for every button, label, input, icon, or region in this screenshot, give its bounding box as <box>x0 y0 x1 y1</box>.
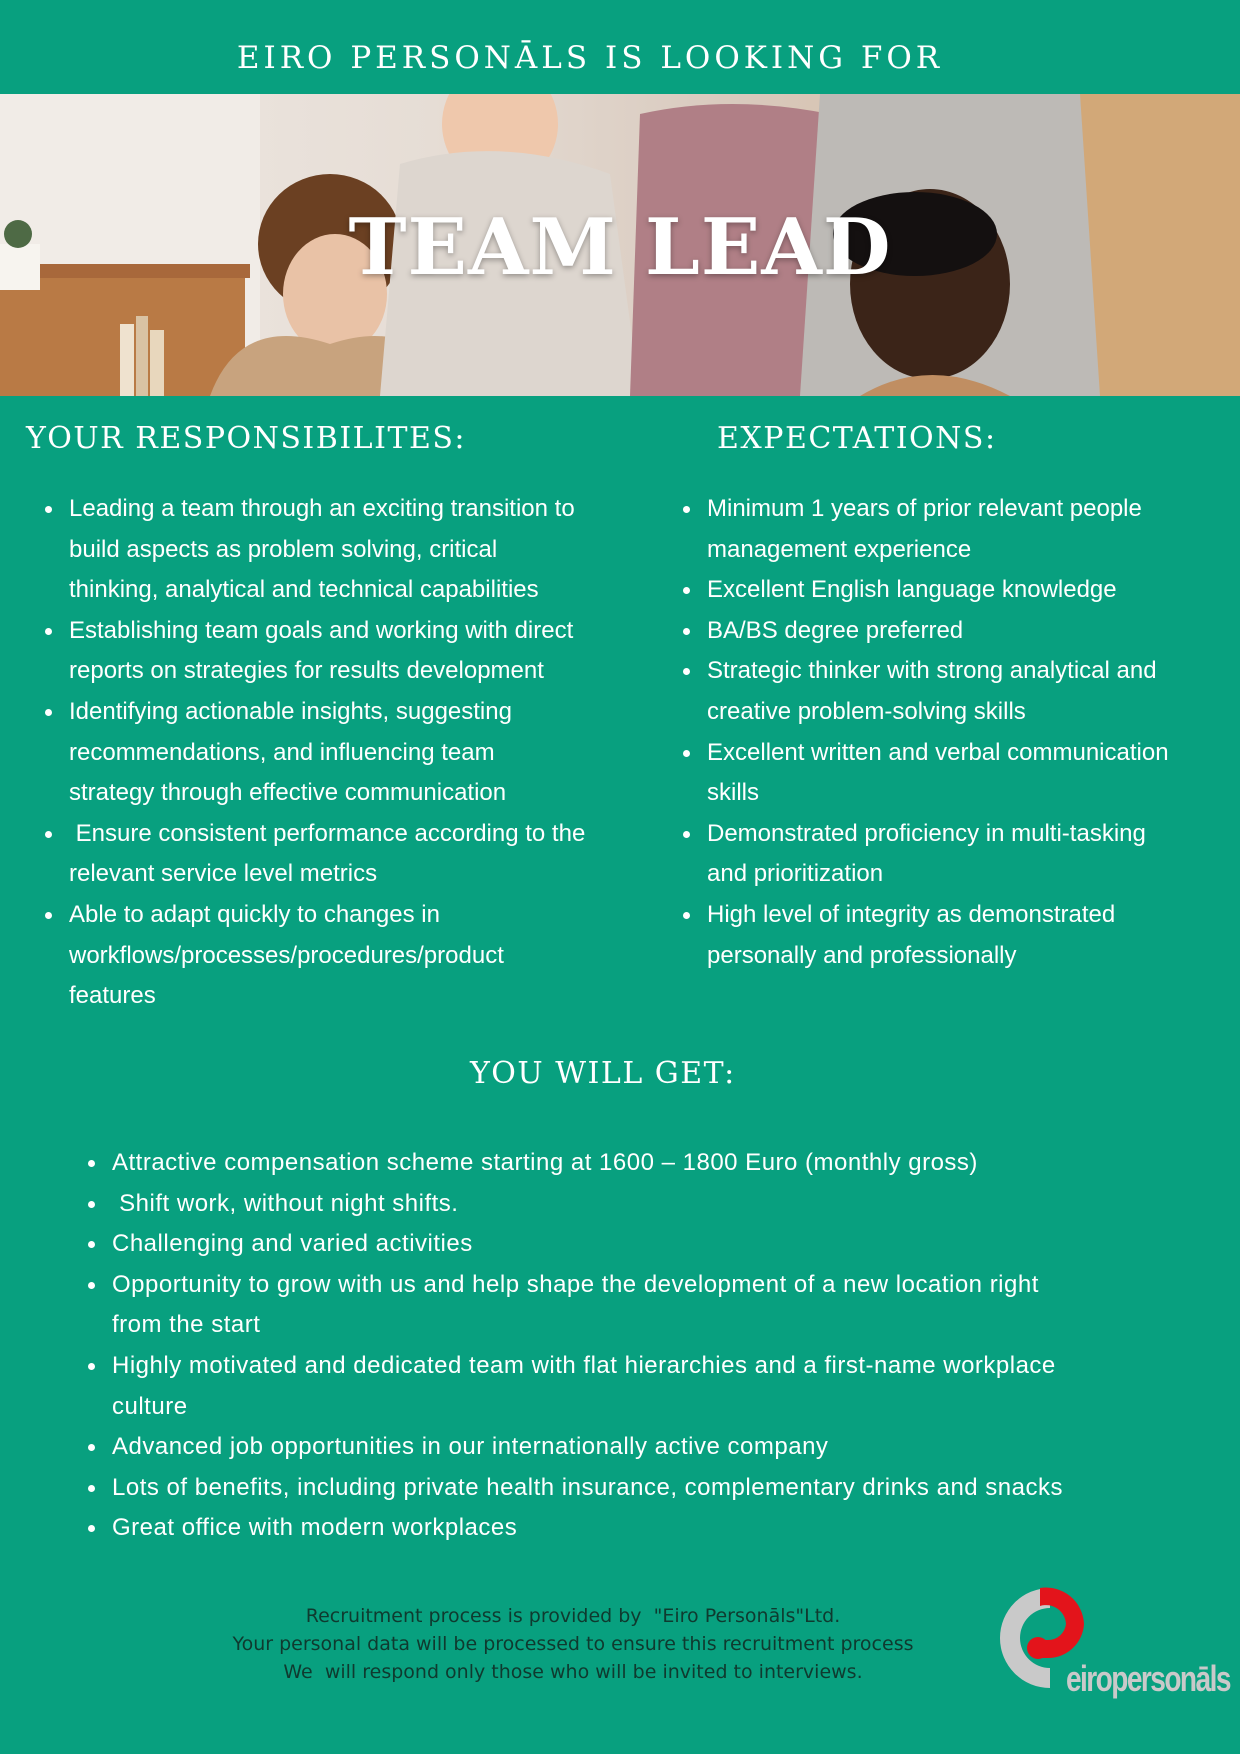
list-item: High level of integrity as demonstrated personally and professionally <box>679 895 1219 976</box>
expectations-list <box>679 489 1219 976</box>
list-item: Attractive compensation scheme starting at 1600 – 1800 Euro (monthly gross) <box>84 1143 1194 1184</box>
benefits-list <box>84 1143 1194 1549</box>
footer-line: Your personal data will be processed to ensure this recruitment process <box>232 1633 914 1655</box>
list-item: Identifying actionable insights, suggesting recommendations, and influencing team strategy through effective communication <box>41 692 641 814</box>
list-item: Shift work, without night shifts. <box>84 1184 1194 1225</box>
list-item: Ensure consistent performance according to the relevant service level metrics <box>41 814 641 895</box>
list-item: Great office with modern workplaces <box>84 1508 1194 1549</box>
footer-notice <box>200 1602 946 1686</box>
list-item: Challenging and varied activities <box>84 1224 1194 1265</box>
responsibilities-heading: YOUR RESPONSIBILITES: <box>26 421 467 456</box>
list-item: Strategic thinker with strong analytical and creative problem-solving skills <box>679 651 1219 732</box>
list-item: Demonstrated proficiency in multi-tasking and prioritization <box>679 814 1219 895</box>
list-item: BA/BS degree preferred <box>679 611 1219 652</box>
list-item: Lots of benefits, including private health insurance, complementary drinks and snacks <box>84 1468 1194 1509</box>
list-item: Excellent written and verbal communication skills <box>679 733 1219 814</box>
footer-line: We will respond only those who will be invited to interviews. <box>283 1661 863 1683</box>
hero-banner <box>0 94 1240 396</box>
list-item: Leading a team through an exciting transition to build aspects as problem solving, critical thinking, analytical and technical capabilities <box>41 489 641 611</box>
page-kicker: EIRO PERSONĀLS IS LOOKING FOR <box>236 40 944 76</box>
responsibilities-list <box>41 489 641 1017</box>
benefits-heading: YOU WILL GET: <box>470 1056 736 1091</box>
list-item: Minimum 1 years of prior relevant people management experience <box>679 489 1219 570</box>
logo-wordmark: eiropersonāls <box>1066 1658 1230 1699</box>
company-logo <box>998 1584 1230 1704</box>
list-item: Able to adapt quickly to changes in workflows/processes/procedures/product features <box>41 895 641 1017</box>
list-item: Advanced job opportunities in our internationally active company <box>84 1427 1194 1468</box>
page-title: TEAM LEAD <box>348 202 892 293</box>
list-item: Opportunity to grow with us and help shape the development of a new location right from the start <box>84 1265 1194 1346</box>
list-item: Establishing team goals and working with direct reports on strategies for results development <box>41 611 641 692</box>
list-item: Highly motivated and dedicated team with flat hierarchies and a first-name workplace culture <box>84 1346 1194 1427</box>
list-item: Excellent English language knowledge <box>679 570 1219 611</box>
footer-line: Recruitment process is provided by "Eiro Personāls"Ltd. <box>305 1605 841 1627</box>
expectations-heading: EXPECTATIONS: <box>717 421 997 456</box>
